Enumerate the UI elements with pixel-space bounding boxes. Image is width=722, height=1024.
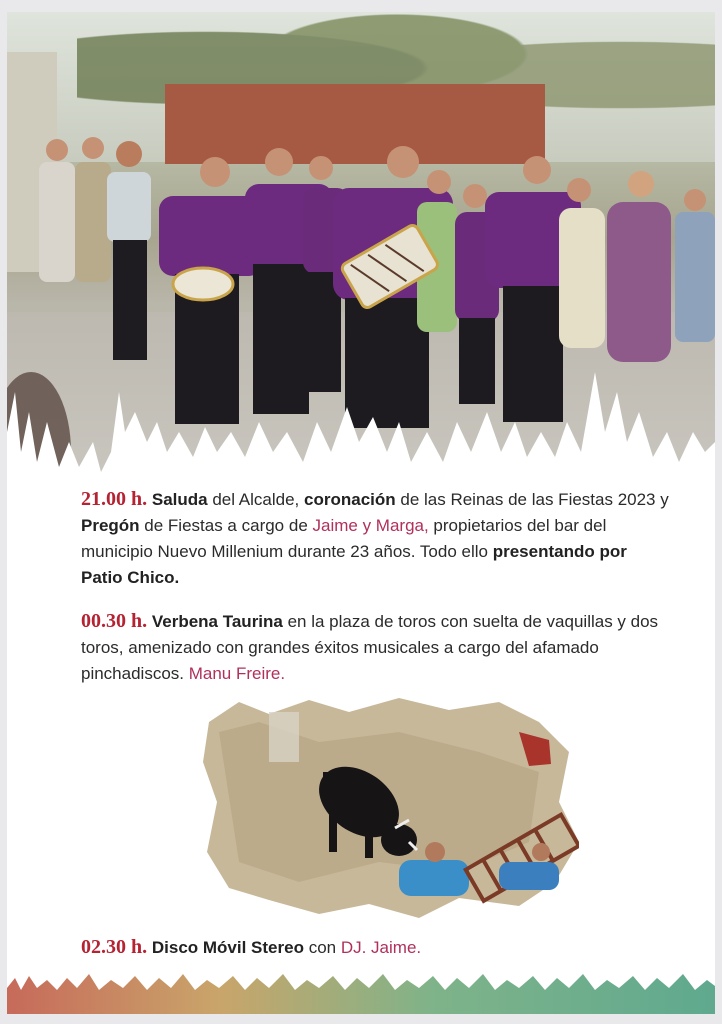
program-page [7,12,715,1014]
bottom-decorative-strip [7,972,715,1014]
event-00-30: 00.30 h. Verbena Taurina en la plaza de toros con suelta de vaquillas y dos toros, amenizado con grandes éxitos musicales a cargo del afamado pinchadiscos. Manu Freire. [81,610,659,683]
procession-figures [7,12,715,482]
event-21-00: 21.00 h. Saluda del Alcalde, coronación de las Reinas de las Fiestas 2023 y Pregón de Fiestas a cargo de Jaime y Marga, propietarios del bar del municipio Nuevo Millenium durante 23 años. Todo ello presentando por Patio Chico. [81,488,669,587]
event-time: 21.00 h. [81,488,148,510]
event-time: 00.30 h. [81,610,148,632]
procession-photo [7,12,715,482]
bull-photo [199,692,579,922]
event-time: 02.30 h. [81,936,148,958]
event-02-30: 02.30 h. Disco Móvil Stereo con DJ. Jaime. [81,936,422,958]
